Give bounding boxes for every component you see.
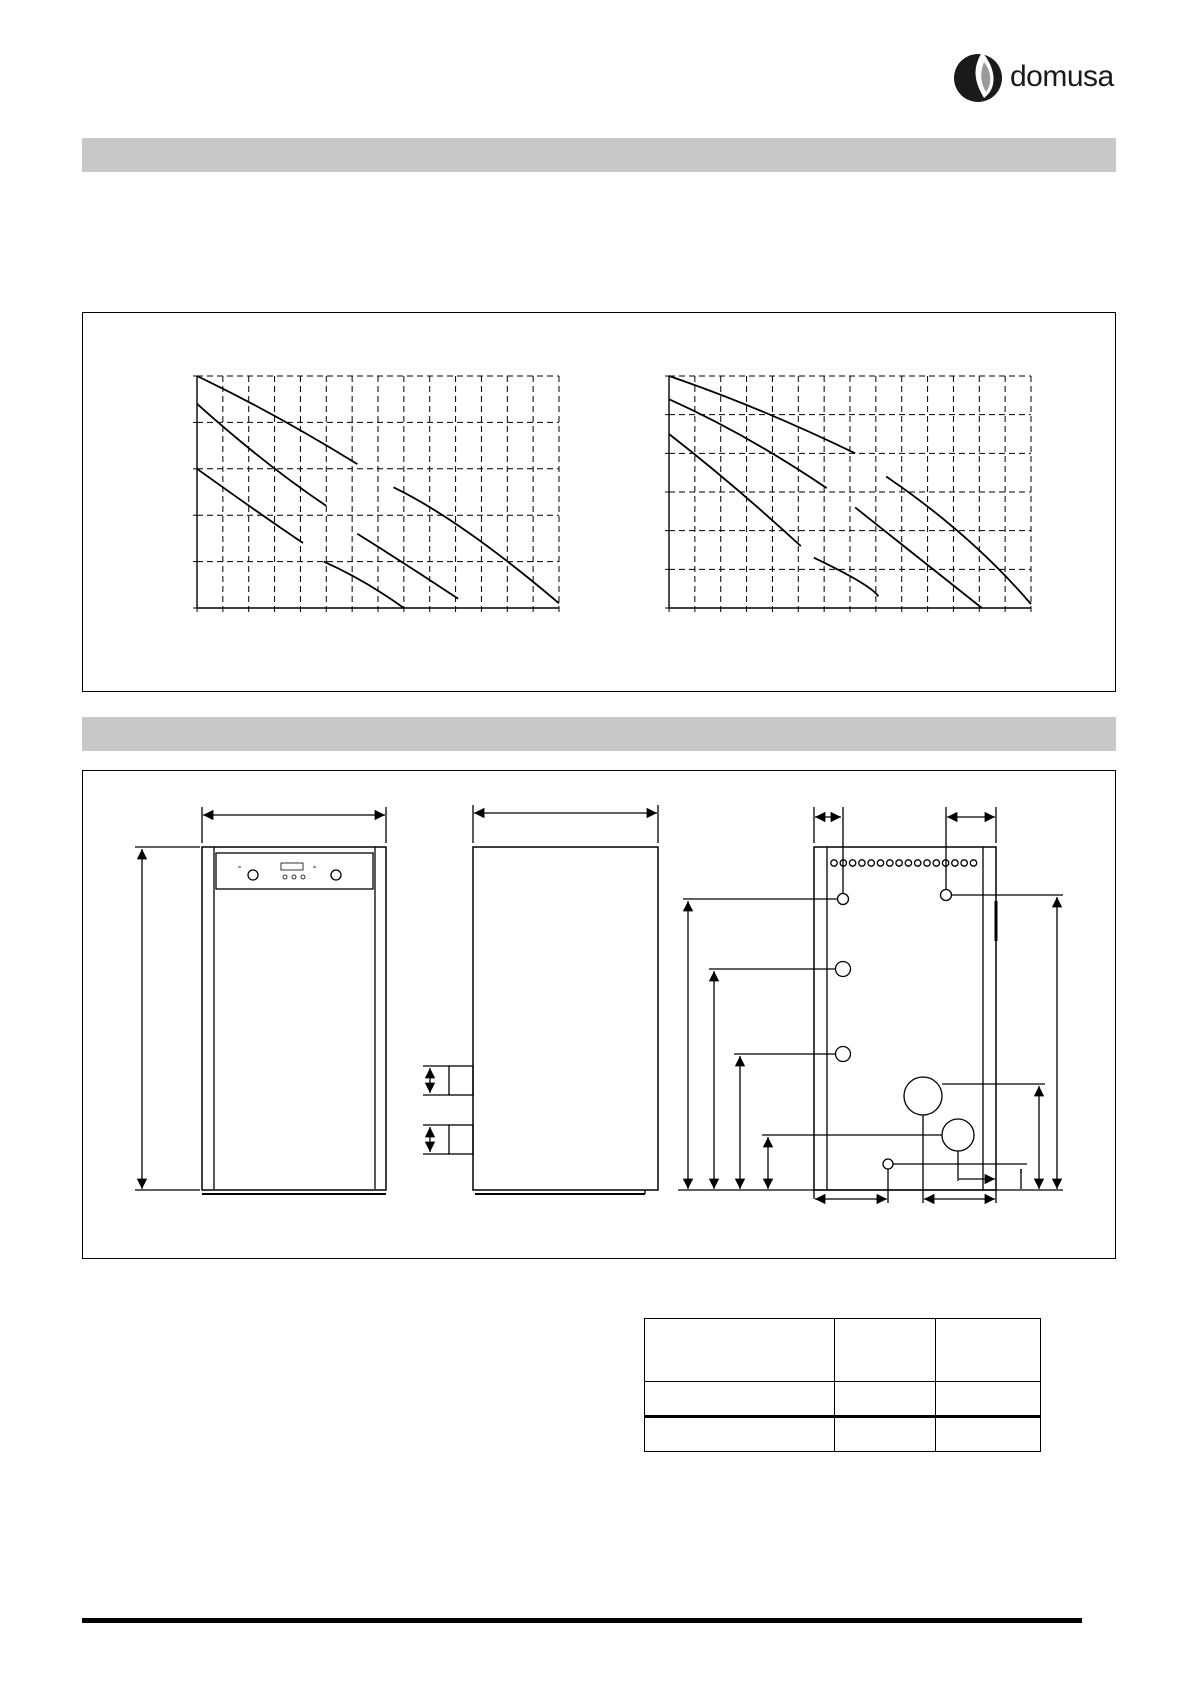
rear-connection-5	[942, 1119, 974, 1151]
rear-connection-4	[836, 1047, 851, 1062]
dimension-table-row	[645, 1382, 1041, 1417]
domusa-drop-logo-icon	[952, 48, 1008, 104]
pump-chart-2	[665, 376, 1031, 612]
dimension-table-cell	[835, 1417, 936, 1452]
side-connection-upper	[449, 1066, 473, 1095]
vent-hole	[831, 860, 837, 866]
dimension-table-cell	[936, 1382, 1041, 1417]
chart-series-2-curve	[669, 399, 827, 488]
vent-hole	[849, 860, 855, 866]
vent-hole	[961, 860, 967, 866]
dimension-table-header-cell	[835, 1319, 936, 1382]
dimension-table-cell	[936, 1417, 1041, 1452]
chart-series-3-curve	[669, 434, 801, 546]
front-view	[135, 807, 386, 1194]
vent-hole	[905, 860, 911, 866]
chart-series-3-curve	[324, 562, 404, 608]
dimension-table-cell	[645, 1382, 835, 1417]
dimension-table-header	[645, 1319, 1041, 1382]
pump-curves-charts	[83, 313, 1114, 690]
dimension-table	[644, 1318, 1041, 1452]
dimension-table-cell	[835, 1382, 936, 1417]
front-view-body	[202, 847, 386, 1190]
dimension-table-header-cell	[936, 1319, 1041, 1382]
chart-series-1-curve	[886, 477, 1031, 605]
side-view-body	[473, 847, 658, 1190]
control-panel-knob-left	[248, 870, 258, 880]
vent-hole	[859, 860, 865, 866]
side-view	[423, 805, 658, 1194]
dimensions-frame	[82, 770, 1116, 1259]
brand-name: domusa	[1010, 60, 1114, 93]
dimension-table-row	[645, 1417, 1041, 1452]
chart-series-3-curve	[197, 469, 303, 543]
control-panel	[216, 853, 373, 889]
chart-series-1-curve	[394, 487, 559, 603]
rear-connection-3	[836, 962, 851, 977]
charts-frame	[82, 312, 1116, 692]
chart-series-3-curve	[814, 558, 879, 597]
vent-hole	[952, 860, 958, 866]
control-panel-knob-right	[331, 870, 341, 880]
dimension-table-header-cell	[645, 1319, 835, 1382]
vent-hole	[896, 860, 902, 866]
rear-connection-1	[838, 894, 849, 905]
chart-series-1-curve	[197, 376, 357, 464]
boiler-drawings	[83, 771, 1114, 1257]
pump-chart-1	[193, 376, 559, 612]
section-bar-dimensions	[82, 717, 1116, 751]
rear-view-body	[814, 847, 996, 1190]
side-connection-lower	[449, 1125, 473, 1154]
vent-hole	[924, 860, 930, 866]
vent-hole	[970, 860, 976, 866]
vent-hole	[933, 860, 939, 866]
footer-rule	[82, 1618, 1082, 1623]
rear-connection-6	[883, 1159, 893, 1169]
rear-connection-2	[941, 890, 952, 901]
rear-view	[678, 807, 1063, 1203]
chart-series-2-curve	[357, 534, 458, 599]
dimension-table-cell	[645, 1417, 835, 1452]
chart-series-2-curve	[197, 404, 326, 506]
vent-hole	[887, 860, 893, 866]
section-bar-pump-curves	[82, 138, 1116, 172]
vent-hole	[877, 860, 883, 866]
vent-hole	[868, 860, 874, 866]
rear-vent-holes	[831, 860, 977, 866]
rear-flue-outlet	[904, 1077, 942, 1115]
vent-hole	[915, 860, 921, 866]
brand-logo	[952, 48, 1122, 104]
